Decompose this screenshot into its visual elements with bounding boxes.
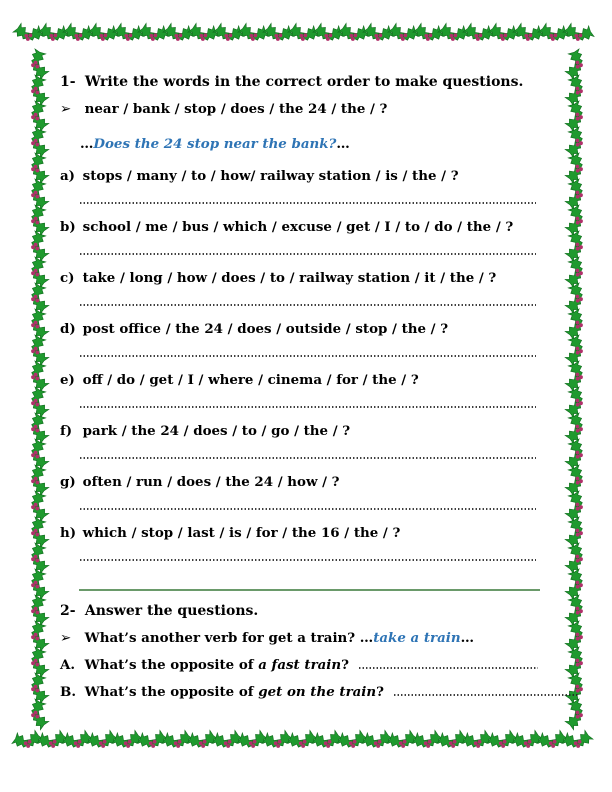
holly-leaf-icon — [26, 567, 50, 601]
holly-leaf-icon — [564, 307, 588, 341]
holly-leaf-icon — [564, 567, 588, 601]
holly-leaf-icon — [26, 281, 50, 315]
section1-example-prompt — [60, 101, 387, 117]
holly-leaf-icon — [564, 385, 588, 419]
item-label: f) — [60, 423, 73, 439]
holly-leaf-icon — [564, 593, 588, 627]
holly-leaf-icon — [26, 177, 50, 211]
item-label: e) — [60, 372, 75, 388]
holly-leaf-icon — [26, 385, 50, 419]
holly-leaf-icon — [26, 47, 50, 81]
item-label: b) — [60, 219, 76, 235]
holly-leaf-icon — [564, 99, 588, 133]
holly-leaf-icon — [564, 619, 588, 653]
item-prompt: park / the 24 / does / to / go / the / ? — [82, 423, 351, 439]
holly-leaf-icon — [26, 73, 50, 107]
answer-prefix: … — [355, 630, 374, 646]
item-prompt: school / me / bus / which / excuse / get / I / to / do / the / ? — [82, 219, 514, 235]
item-prompt: stops / many / to / how/ railway station / is / the / ? — [82, 168, 459, 184]
exercise-item — [60, 525, 400, 541]
item-prompt: off / do / get / I / where / cinema / for / the / ? — [82, 372, 419, 388]
holly-leaf-icon — [564, 463, 588, 497]
holly-leaf-icon — [564, 359, 588, 393]
item-label: c) — [60, 270, 75, 286]
item-label: a) — [60, 168, 76, 184]
answer-suffix: … — [460, 630, 474, 646]
holly-leaf-icon — [561, 729, 595, 752]
holly-leaf-icon — [564, 47, 588, 81]
answer-line[interactable] — [79, 406, 536, 408]
section1-example-answer — [80, 136, 350, 152]
bullet-arrow-icon: ➢ — [60, 631, 72, 646]
holly-leaf-icon — [564, 151, 588, 185]
section1-instruction: Write the words in the correct order to make questions. — [84, 74, 524, 90]
answer-line[interactable] — [79, 355, 536, 357]
holly-leaf-icon — [564, 515, 588, 549]
holly-leaf-icon — [564, 229, 588, 263]
holly-leaf-icon — [26, 255, 50, 289]
question-B — [60, 684, 579, 700]
question-text: What’s the opposite of — [84, 657, 259, 673]
holly-leaf-icon — [564, 73, 588, 107]
holly-leaf-icon — [564, 645, 588, 679]
exercise-item — [60, 270, 496, 286]
holly-leaf-icon — [26, 541, 50, 575]
question-emphasis: get on the train — [258, 684, 377, 700]
section2-example-answer: take a train — [373, 630, 461, 646]
answer-line[interactable] — [79, 559, 536, 561]
section2-number: 2- — [60, 603, 76, 619]
holly-leaf-icon — [12, 22, 46, 45]
holly-leaf-icon — [26, 411, 50, 445]
question-text: What’s the opposite of — [84, 684, 259, 700]
holly-leaf-icon — [26, 229, 50, 263]
answer-line[interactable] — [79, 253, 536, 255]
example-answer-text: Does the 24 stop near the bank? — [93, 136, 337, 152]
holly-leaf-icon — [26, 697, 50, 731]
holly-leaf-icon — [564, 489, 588, 523]
section1-number: 1- — [60, 74, 76, 90]
answer-line[interactable] — [79, 508, 536, 510]
item-label: g) — [60, 474, 76, 490]
holly-leaf-icon — [26, 593, 50, 627]
holly-leaf-icon — [26, 359, 50, 393]
holly-leaf-icon — [26, 437, 50, 471]
bullet-arrow-icon: ➢ — [60, 102, 72, 117]
answer-line[interactable] — [79, 304, 536, 306]
exercise-item — [60, 321, 448, 337]
exercise-item — [60, 372, 419, 388]
holly-leaf-icon — [564, 281, 588, 315]
question-label: A. — [60, 657, 76, 673]
holly-leaf-icon — [564, 255, 588, 289]
holly-leaf-icon — [26, 489, 50, 523]
holly-leaf-icon — [564, 697, 588, 731]
holly-leaf-icon — [564, 177, 588, 211]
holly-leaf-icon — [26, 307, 50, 341]
holly-leaf-icon — [26, 203, 50, 237]
holly-leaf-icon — [564, 333, 588, 367]
section2-instruction: Answer the questions. — [84, 603, 259, 619]
holly-leaf-icon — [26, 151, 50, 185]
holly-leaf-icon — [564, 411, 588, 445]
exercise-item — [60, 423, 350, 439]
item-prompt: often / run / does / the 24 / how / ? — [82, 474, 340, 490]
section-divider — [79, 589, 540, 591]
example-prompt-text: near / bank / stop / does / the 24 / the / ? — [84, 101, 388, 117]
item-label: d) — [60, 321, 76, 337]
section2-example-question: What’s another verb for get a train? — [84, 630, 356, 646]
question-emphasis: a fast train — [258, 657, 342, 673]
answer-prefix: … — [80, 136, 94, 152]
holly-leaf-icon — [26, 619, 50, 653]
answer-line[interactable] — [393, 694, 579, 696]
question-mark: ? — [376, 684, 384, 700]
section1-heading — [60, 74, 523, 90]
item-label: h) — [60, 525, 77, 541]
exercise-item — [60, 474, 340, 490]
section2-heading — [60, 603, 258, 619]
holly-leaf-icon — [564, 541, 588, 575]
holly-leaf-icon — [26, 645, 50, 679]
question-A — [60, 657, 538, 673]
item-prompt: take / long / how / does / to / railway station / it / the / ? — [82, 270, 497, 286]
holly-leaf-icon — [26, 463, 50, 497]
item-prompt: which / stop / last / is / for / the 16 / the / ? — [82, 525, 401, 541]
answer-line[interactable] — [79, 202, 536, 204]
question-label: B. — [60, 684, 76, 700]
holly-leaf-icon — [26, 99, 50, 133]
answer-line[interactable] — [79, 457, 536, 459]
exercise-item — [60, 168, 459, 184]
holly-leaf-icon — [564, 437, 588, 471]
holly-leaf-icon — [26, 515, 50, 549]
answer-line[interactable] — [358, 667, 538, 669]
question-mark: ? — [341, 657, 349, 673]
item-prompt: post office / the 24 / does / outside / stop / the / ? — [82, 321, 449, 337]
holly-leaf-icon — [26, 671, 50, 705]
section2-example — [60, 630, 474, 646]
holly-leaf-icon — [564, 125, 588, 159]
holly-leaf-icon — [26, 333, 50, 367]
holly-leaf-icon — [26, 125, 50, 159]
exercise-item — [60, 219, 513, 235]
answer-suffix: … — [336, 136, 350, 152]
holly-leaf-icon — [564, 203, 588, 237]
